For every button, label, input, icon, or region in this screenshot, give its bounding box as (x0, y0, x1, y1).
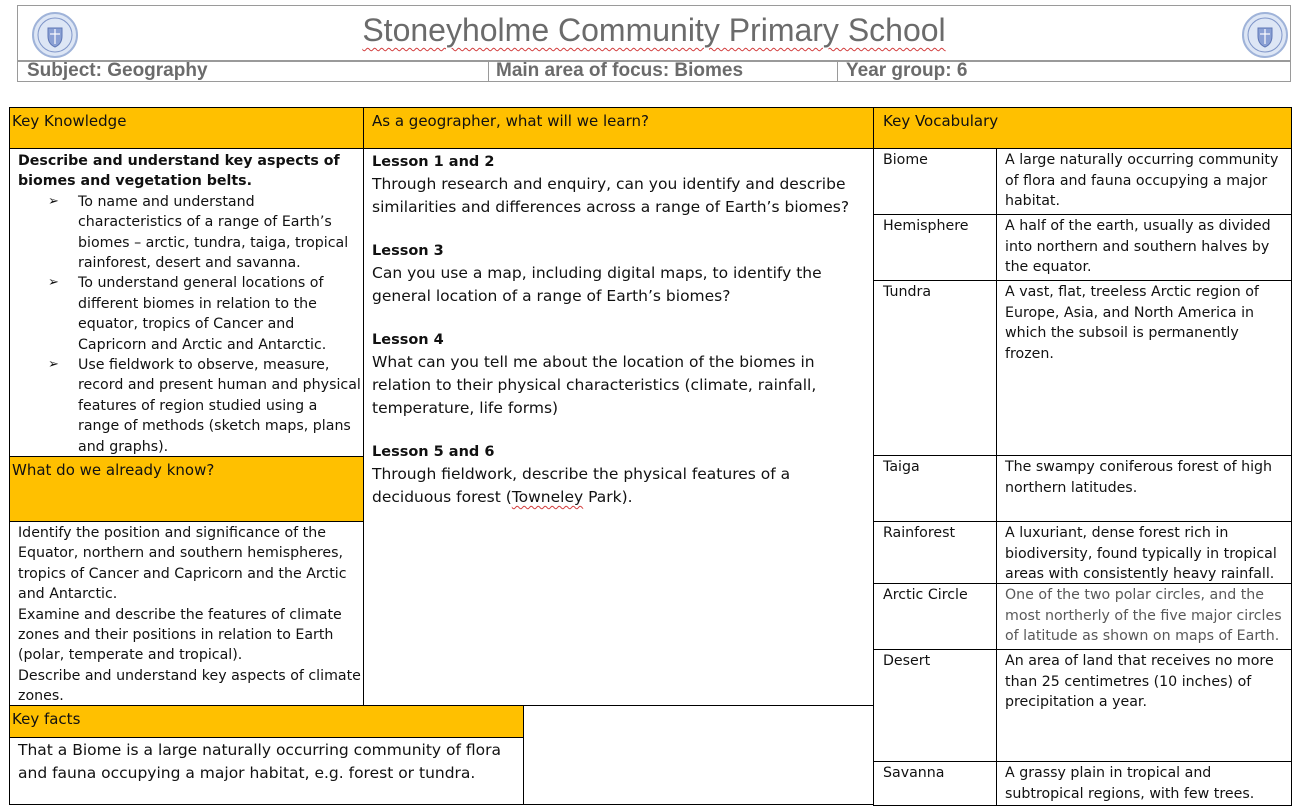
lesson-body: What can you tell me about the location of the biomes in relation to their physical characteristics (climate, rainfall, temperature, life forms) (372, 353, 817, 417)
lesson-body (372, 463, 867, 508)
already-know-heading: What do we already know? (9, 456, 364, 522)
key-knowledge-list (18, 192, 361, 457)
focus-label: Main area of focus: Biomes (496, 60, 744, 81)
info-divider (488, 61, 489, 81)
vocab-term: Tundra (873, 280, 997, 456)
lesson-block (372, 329, 867, 419)
info-divider (837, 61, 838, 81)
vocab-term: Taiga (873, 455, 997, 522)
school-title-text: Stoneyholme Community Primary School (362, 12, 946, 48)
lesson-block (372, 240, 867, 307)
document-header (17, 5, 1291, 81)
empty-cell (523, 705, 874, 805)
vocab-term: Biome (873, 148, 997, 215)
list-item (18, 355, 361, 457)
vocab-term: Hemisphere (873, 214, 997, 281)
vocab-definition: A large naturally occurring community of flora and fauna occupying a major habitat. (996, 148, 1292, 215)
lesson-title: Lesson 1 and 2 (372, 154, 495, 170)
learn-content (363, 148, 874, 706)
lesson-body-text: Park). (583, 487, 633, 506)
list-item (18, 273, 361, 355)
lesson-title: Lesson 3 (372, 243, 444, 260)
lesson-title: Lesson 4 (372, 332, 444, 349)
arrow-bullet-icon: ➢ (48, 357, 59, 373)
already-know-line: Identify the position and significance of the Equator, northern and southern hemispheres, tropics of Cancer and Capricorn and the Arctic and Antarctic. (18, 525, 347, 603)
key-facts-content: That a Biome is a large naturally occurring community of flora and fauna occupying a major habitat, e.g. forest or tundra. (9, 737, 524, 805)
year-group-label: Year group: 6 (846, 60, 968, 81)
list-item-text: Use fieldwork to observe, measure, record and present human and physical features of region studied using a range of methods (sketch maps, plans and graphs). (78, 357, 361, 455)
lesson-body-text-misspelled: Towneley (511, 487, 584, 506)
vocab-definition: A vast, flat, treeless Arctic region of Europe, Asia, and North America in which the subsoil is permanently frozen. (996, 280, 1292, 456)
arrow-bullet-icon: ➢ (48, 193, 59, 209)
already-know-line: Examine and describe the features of climate zones and their positions in relation to Earth (polar, temperate and tropical). (18, 606, 342, 664)
lesson-body: Through research and enquiry, can you identify and describe similarities and differences across a range of Earth’s biomes? (372, 175, 850, 216)
vocab-term: Rainforest (873, 521, 997, 584)
vocab-term: Savanna (873, 761, 997, 806)
school-crest-logo-right (1242, 12, 1288, 58)
vocabulary-heading: Key Vocabulary (873, 107, 1292, 149)
vocab-definition: An area of land that receives no more than 25 centimetres (10 inches) of precipitation a year. (996, 649, 1292, 762)
key-knowledge-intro: Describe and understand key aspects of biomes and vegetation belts. (18, 153, 340, 190)
key-knowledge-content (9, 148, 364, 457)
vocab-term: Desert (873, 649, 997, 762)
lesson-block (372, 151, 867, 218)
list-item-text: To understand general locations of different biomes in relation to the equator, tropics of Cancer and Capricorn and Arctic and Antarctic. (78, 275, 327, 353)
learn-heading: As a geographer, what will we learn? (363, 107, 874, 149)
subject-info-row (17, 60, 1291, 82)
lesson-body-text: Through fieldwork, describe the physical features of a deciduous forest ( (372, 465, 791, 506)
vocab-definition: The swampy coniferous forest of high northern latitudes. (996, 455, 1292, 522)
arrow-bullet-icon: ➢ (48, 275, 59, 291)
vocab-term: Arctic Circle (873, 583, 997, 650)
lesson-body: Can you use a map, including digital maps, to identify the general location of a range of Earth’s biomes? (372, 264, 822, 305)
key-facts-heading: Key facts (9, 705, 524, 738)
vocab-definition: A half of the earth, usually as divided into northern and southern halves by the equator. (996, 214, 1292, 281)
lesson-block (372, 441, 867, 508)
vocab-definition: One of the two polar circles, and the most northerly of the five major circles of latitude as shown on maps of Earth. (996, 583, 1292, 650)
list-item (18, 192, 361, 274)
key-knowledge-heading: Key Knowledge (9, 107, 364, 149)
list-item-text: To name and understand characteristics of a range of Earth’s biomes – arctic, tundra, taiga, tropical rainforest, desert and savanna. (78, 193, 349, 272)
lesson-title: Lesson 5 and 6 (372, 444, 495, 461)
school-title (18, 12, 1290, 49)
title-box (17, 5, 1291, 62)
vocab-definition: A luxuriant, dense forest rich in biodiversity, found typically in tropical areas with consistently heavy rainfall. (996, 521, 1292, 584)
subject-label: Subject: Geography (27, 60, 208, 81)
already-know-line: Describe and understand key aspects of climate zones. (18, 667, 361, 705)
already-know-content (9, 521, 364, 706)
vocab-definition: A grassy plain in tropical and subtropical regions, with few trees. (996, 761, 1292, 806)
